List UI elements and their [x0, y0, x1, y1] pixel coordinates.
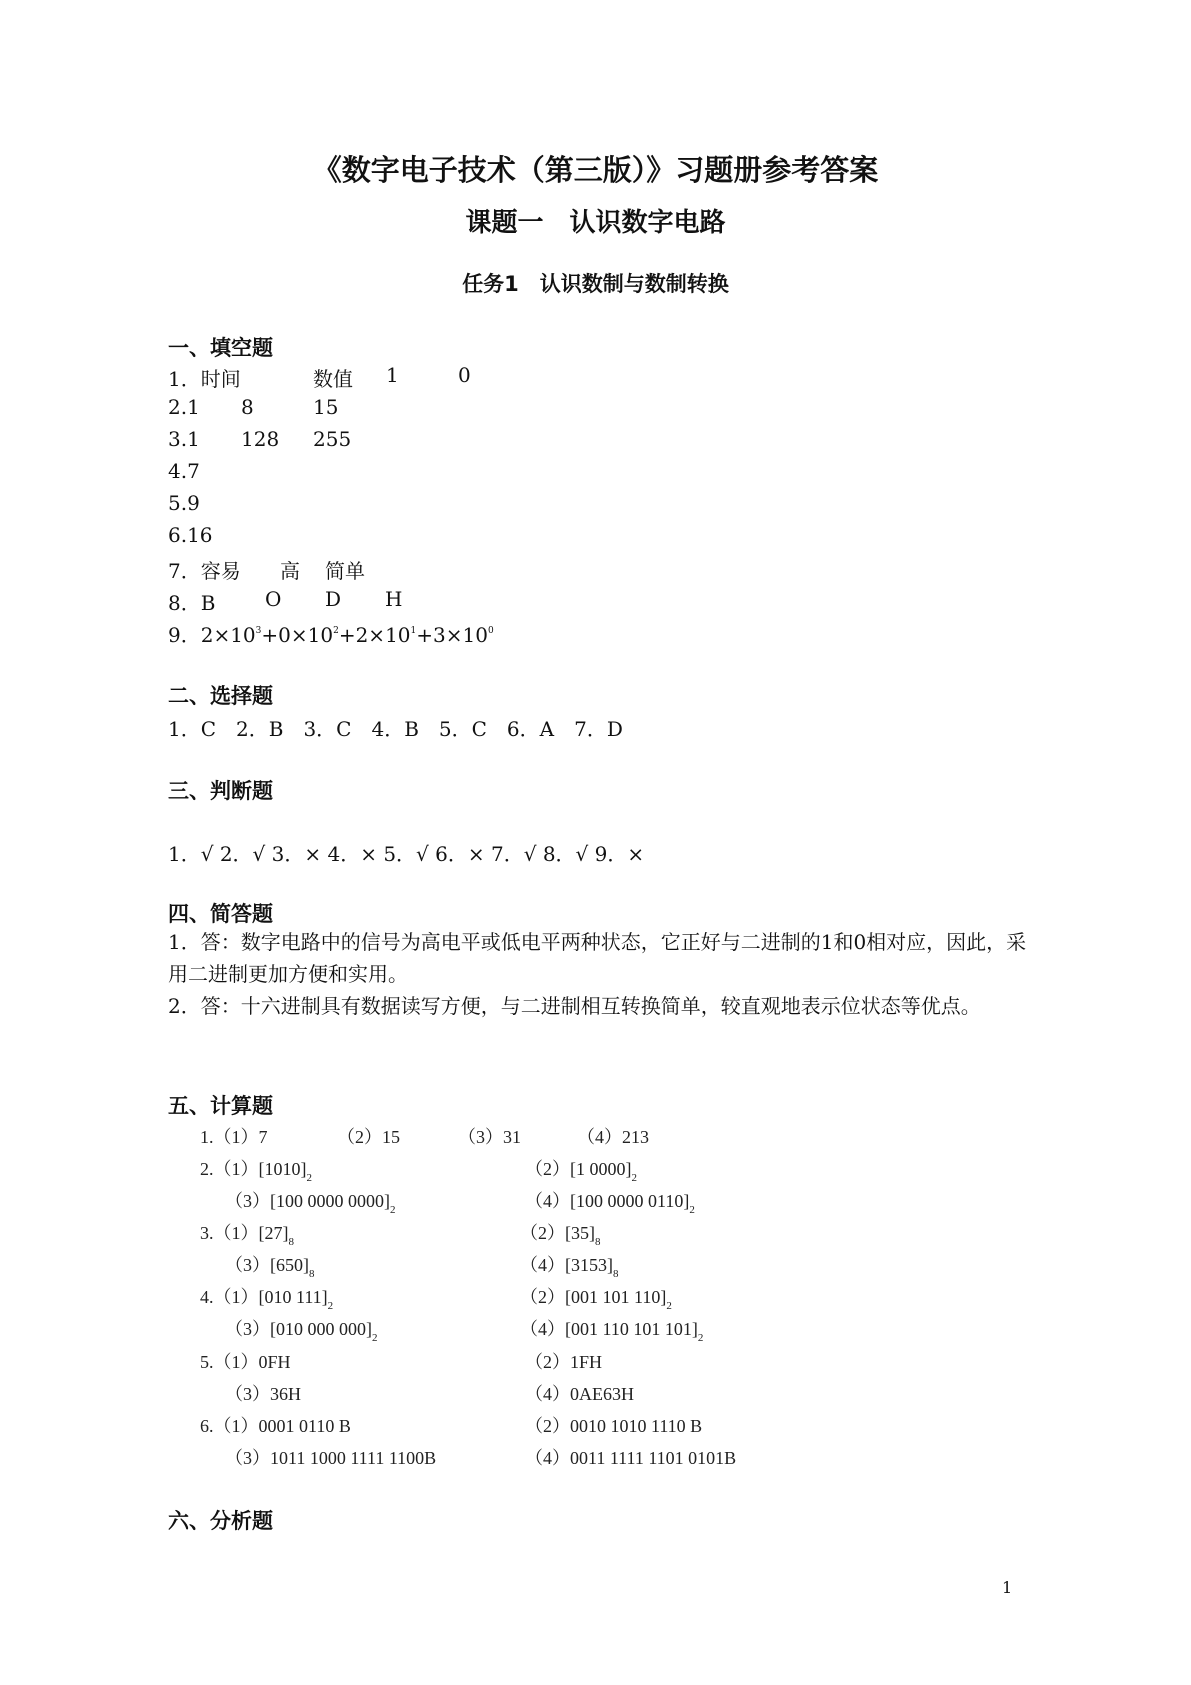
- answer-2-part-2: 8: [241, 395, 254, 419]
- short-answer-1: 1．答：数字电路中的信号为高电平或低电平两种状态，它正好与二进制的1和0相对应，因此，采用二进制更加方便和实用。: [168, 930, 1027, 986]
- calc-row-8-b: （2）1FH: [525, 1352, 603, 1372]
- calc-row-5-b: $(4)[3153]_8$: [520, 1255, 619, 1280]
- page-number: 1: [1002, 1578, 1013, 1597]
- calc-row-11-a: （3）1011 1000 1111 1100B: [225, 1448, 437, 1468]
- calc-row-10-a: 6.（1）0001 0110 B: [200, 1416, 351, 1436]
- true-false-answers: 1．√ 2．√ 3．× 4．× 5．√ 6．× 7．√ 8．√ 9．×: [168, 842, 645, 866]
- calc-row-6-a: 4.（1）[010 $111]_2$: [200, 1287, 334, 1312]
- answer-9-expression: 9．$2\times 10^3+0\times 10^2+2\times 10^1+3\times 10^0$: [168, 623, 494, 647]
- calc-row-3-a: （3）[100 0000 $0000]_2$: [225, 1191, 396, 1216]
- section-heading-calculation: 五、计算题: [168, 1094, 273, 1118]
- answer-1-part-3: 1: [386, 363, 399, 387]
- answer-7-part-2: 高: [280, 559, 300, 583]
- answer-7-part-1: 7．容易: [168, 559, 241, 583]
- section-heading-short-answer: 四、简答题: [168, 902, 273, 926]
- calc-row-9-b: （4）0AE63H: [525, 1384, 634, 1404]
- calc-row-11-b: （4）0011 1111 1101 0101B: [525, 1448, 737, 1468]
- calc-row-2-a: $2.(1)[1010]_2$: [200, 1159, 312, 1184]
- calc-row-8-a: 5.（1）0FH: [200, 1352, 291, 1372]
- answer-3-part-3: 255: [313, 427, 352, 451]
- answer-1-part-2: 数值: [313, 367, 353, 391]
- calc-row-5-a: $(3)[650]_8$: [225, 1255, 315, 1280]
- answer-2-part-1: 2.1: [168, 395, 200, 419]
- answer-3-part-2: 128: [241, 427, 280, 451]
- answer-8-part-4: H: [385, 587, 403, 611]
- answer-6: 6.16: [168, 523, 213, 547]
- section-heading-fill-blank: 一、填空题: [168, 336, 273, 360]
- section-heading-analysis: 六、分析题: [168, 1509, 273, 1533]
- answer-2-part-3: 15: [313, 395, 339, 419]
- answer-8-part-3: D: [325, 587, 342, 611]
- calc-row-1-b: （2）15: [337, 1127, 400, 1147]
- section-heading-multiple-choice: 二、选择题: [168, 684, 273, 708]
- answer-1-part-4: 0: [458, 363, 471, 387]
- calc-row-1-d: （4）213: [577, 1127, 649, 1147]
- answer-3-part-1: 3.1: [168, 427, 200, 451]
- calc-row-2-b: （2）[1 $0000]_2$: [525, 1159, 637, 1184]
- multiple-choice-answers: 1．C 2．B 3．C 4．B 5．C 6．A 7．D: [168, 717, 623, 741]
- chapter-title: 课题一 认识数字电路: [465, 208, 726, 238]
- document-title: 《数字电子技术（第三版）》习题册参考答案: [312, 153, 879, 187]
- calc-row-9-a: （3）36H: [225, 1384, 301, 1404]
- calc-row-3-b: （4）[100 0000 $0110]_2$: [525, 1191, 695, 1216]
- answer-5: 5.9: [168, 491, 200, 515]
- calc-row-4-b: $(2)[35]_8$: [520, 1223, 601, 1248]
- calc-row-10-b: （2）0010 1010 1110 B: [525, 1416, 703, 1436]
- calc-row-7-b: （4）[001 110 101 $101]_2$: [520, 1319, 704, 1344]
- answer-7-part-3: 简单: [325, 559, 365, 583]
- calc-row-7-a: （3）[010 000 $000]_2$: [225, 1319, 378, 1344]
- short-answer-2: 2．答：十六进制具有数据读写方便，与二进制相互转换简单，较直观地表示位状态等优点。: [168, 994, 981, 1018]
- answer-1-part-1: 1．时间: [168, 367, 241, 391]
- answer-8-part-2: O: [265, 587, 282, 611]
- answer-8-part-1: 8．B: [168, 591, 216, 615]
- calc-row-4-a: $3.(1)[27]_8$: [200, 1223, 294, 1248]
- task-title: 任务1 认识数制与数制转换: [462, 272, 729, 296]
- answer-4: 4.7: [168, 459, 200, 483]
- section-heading-true-false: 三、判断题: [168, 779, 273, 803]
- calc-row-1-a: 1.（1）7: [200, 1127, 268, 1147]
- calc-row-1-c: （3）31: [458, 1127, 521, 1147]
- calc-row-6-b: （2）[001 101 $110]_2$: [520, 1287, 672, 1312]
